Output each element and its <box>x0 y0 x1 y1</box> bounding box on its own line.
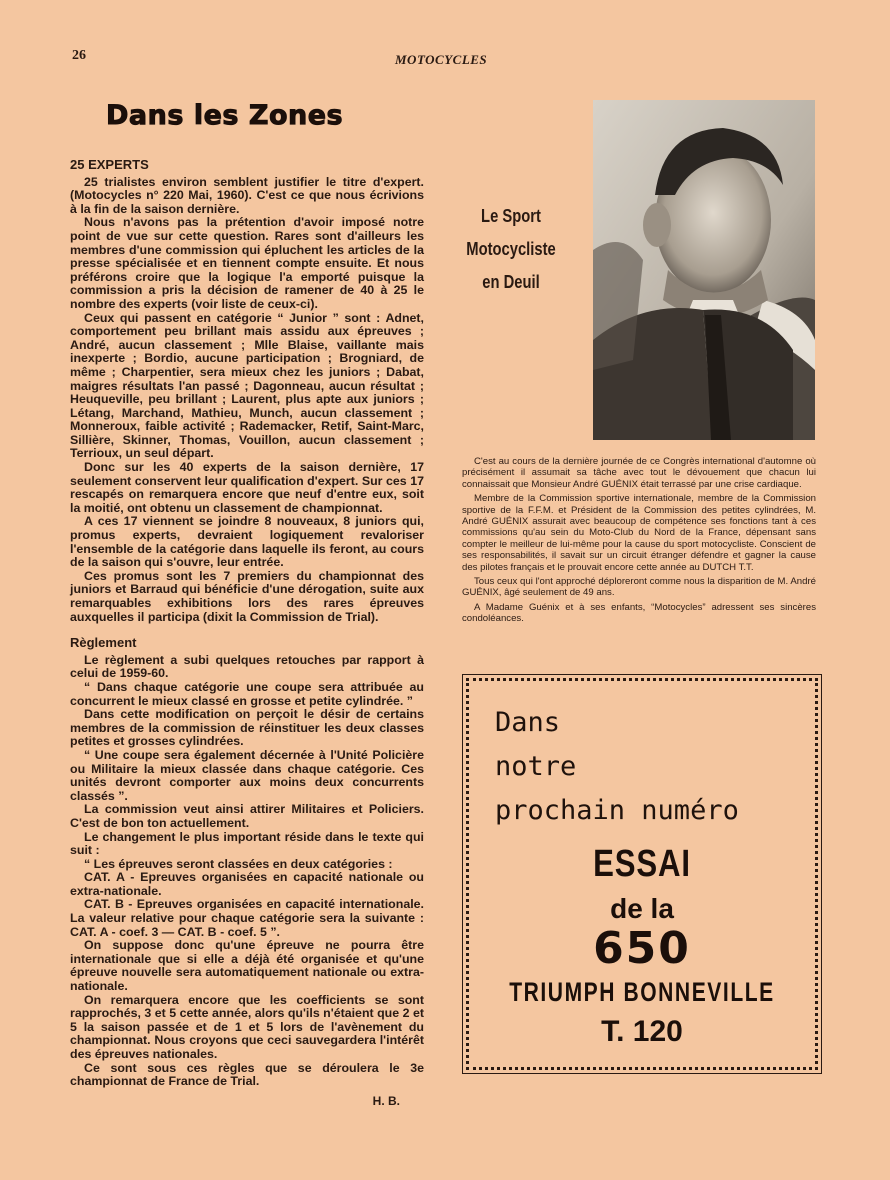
article-paragraph: Dans cette modification on perçoit le désir de certains membres de la commission de réinstituer les deux classes petites et grosses cylindrées. <box>70 707 424 749</box>
obituary-title-line: en Deuil <box>482 272 540 292</box>
article-paragraph: Ces promus sont les 7 premiers du championnat des juniors et Barraud qui bénéficie d'une dérogation, suite aux remarquables exhibitions lors des rares épreuves auxquelles il participa (dixit la Commission de Trial). <box>70 568 424 624</box>
article-paragraph: Ceux qui passent en catégorie “ Junior ” sont : Adnet, comportement peu brillant mais assidu aux épreuves ; André, aucun classement ; Mlle Blaise, vaillante mais inexperte ; Bordio, aucune participation ; Brogniard, de même ; Charpentier, sera mieux chez les juniors ; Dabat, maigres résultats l'an passé ; Dagonneau, aucun résultat ; Heuqueville, peu brillant ; Laurent, plus apte aux juniors ; Létang, Marchand, Mathieu, Munch, aucun classement ; Monneroux, faible activité ; Rademacker, Retif, Saint-Marc, Sillière, Skinner, Thomas, Vouillon, aucun classement ; Terrioux, un seul départ. <box>70 310 424 461</box>
obituary-title <box>459 200 562 299</box>
advert-model-number: 650 <box>593 923 691 974</box>
article-paragraph: Le règlement a subi quelques retouches par rapport à celui de 1959-60. <box>70 652 424 681</box>
obituary-paragraph: Membre de la Commission sportive internationale, membre de la Commission sportive de la F.F.M. et Président de la Commission des petites cylindrées, M. André GUÉNIX assurait avec beaucoup de compétence ses fonctions tant à ces commissions qu'au sein du Moto-Club du Nord de la France, dépensant sans compter le meilleur de lui-même pour la cause du sport motocycliste. Conscient de ses responsabilités, il savait sur un circuit étranger défendre et gagner la cause des pilotes français et le prouvait encore cette année au DUTCH T.T. <box>462 493 816 573</box>
advert-box <box>466 678 818 1070</box>
article-paragraph: “ Les épreuves seront classées en deux catégories : <box>84 856 393 871</box>
article-paragraph: A ces 17 viennent se joindre 8 nouveaux, 8 juniors qui, promus experts, devraient logiquement revaloriser l'ensemble de la catégorie dans laquelle ils feront, au cours de la saison qui s'ouvre, leur entrée. <box>70 514 424 570</box>
section-heading-experts: 25 EXPERTS <box>70 157 149 172</box>
section-heading-reglement: Règlement <box>70 635 137 651</box>
article-paragraph: La commission veut ainsi attirer Militaires et Policiers. C'est de bon ton actuellement. <box>70 802 424 830</box>
article-paragraph: “ Dans chaque catégorie une coupe sera attribuée au concurrent le mieux classé en grosse et petite cylindrée. ” <box>70 679 424 708</box>
advert-de-la: de la <box>610 893 674 924</box>
author-signature: H. B. <box>372 1093 400 1108</box>
article-title: Dans les Zones <box>106 100 344 131</box>
obituary-paragraph: A Madame Guénix et à ses enfants, “Motocycles” adressent ses sincères condoléances. <box>462 601 816 625</box>
article-paragraph: Donc sur les 40 experts de la saison dernière, 17 seulement conservent leur qualification d'expert. Sur ces 17 rescapés on remarquera encore que neuf d'entre eux, soit la moitié, ont obtenu un classement de championnat. <box>70 460 424 515</box>
article-paragraph: Le changement le plus important réside dans le texte qui suit : <box>70 829 424 858</box>
obituary-paragraph: C'est au cours de la dernière journée de ce Congrès international d'automne où précisément il assumait sa tâche avec tout le dévouement que chacun lui connaissait que Monsieur André GUÉNIX était terrassé par une crise cardiaque. <box>462 456 816 490</box>
running-head: MOTOCYCLES <box>395 52 488 67</box>
portrait-photo <box>593 100 815 440</box>
advert-model-code: T. 120 <box>601 1015 683 1048</box>
obituary-paragraph: Tous ceux qui l'ont approché déploreront comme nous la disparition de M. André GUÉNIX, âgé seulement de 49 ans. <box>462 576 816 599</box>
article-paragraph: CAT. A - Epreuves organisées en capacité nationale ou extra-nationale. <box>70 870 424 898</box>
advert-line-notre: notre <box>495 751 577 782</box>
article-paragraph: On remarquera encore que les coefficients se sont rapprochés, 3 et 5 cette année, alors qu'ils n'étaient que 2 et 5 la saison passée et de 1 et 5 lors de l'avènement du championnat. Nous croyons que ceci sauvegardera l'intérêt des épreuves nationales. <box>70 992 424 1061</box>
advert-line-dans: Dans <box>495 707 561 738</box>
article-paragraph: 25 trialistes environ semblent justifier le titre d'expert. (Motocycles n° 220 Mai, 1960). C'est ce que nous écrivions à la fin de la saison dernière. <box>70 174 424 216</box>
obituary-title-line: Le Sport <box>481 206 541 226</box>
advert-essai: ESSAI <box>593 843 691 885</box>
advert-line-prochain: prochain numéro <box>495 795 739 826</box>
advert-model-name: TRIUMPH BONNEVILLE <box>509 977 775 1007</box>
page-number: 26 <box>72 48 86 63</box>
article-paragraph: Nous n'avons pas la prétention d'avoir imposé notre point de vue sur cette question. Rares sont d'ailleurs les membres d'une commission qui épluchent les articles de la presse spécialisée et en tiennent compte ensuite. Et nous préférons croire que la logique l'a emporté puisque la commission a pris la décision de ramener de 40 à 25 le nombre des experts (voir liste de ceux-ci). <box>70 215 424 311</box>
article-paragraph: “ Une coupe sera également décernée à l'Unité Policière ou Militaire la mieux classée dans chaque catégorie. Ces unités devront comporter aux moins deux concurrents classés ”. <box>70 747 424 803</box>
article-paragraph: CAT. B - Epreuves organisées en capacité internationale. La valeur relative pour chaque catégorie sera la suivante : CAT. A - coef. 3 — CAT. B - coef. 5 ”. <box>70 897 424 939</box>
portrait-illustration <box>593 100 815 440</box>
obituary-title-line: Motocycliste <box>466 239 556 259</box>
article-paragraph: Ce sont sous ces règles que se déroulera le 3e championnat de France de Trial. <box>70 1060 424 1089</box>
article-body <box>70 158 424 1108</box>
article-paragraph: On suppose donc qu'une épreuve ne pourra être internationale que si elle a déjà été organisée et qu'une épreuve nouvelle sera automatiquement nationale ou extra-nationale. <box>70 938 424 994</box>
obituary-text <box>462 456 816 628</box>
